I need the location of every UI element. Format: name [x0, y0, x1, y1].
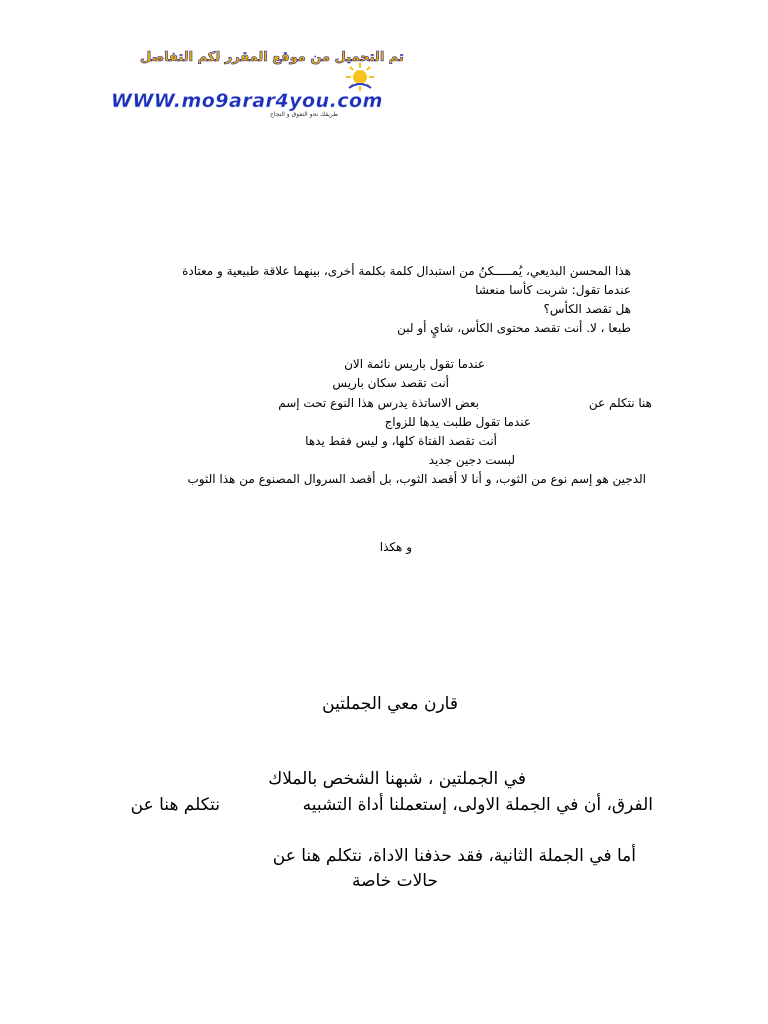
sun-icon — [345, 62, 375, 92]
section3-text: و هكذا — [379, 540, 412, 554]
section2-line-2: أنت تقصد سكان باريس — [332, 376, 449, 390]
section1-line-1: هذا المحسن البديعي، يُمـــــكنُ من استبدال كلمة بكلمة أخرى، بينهما علاقة طبيعية و معتادة — [182, 264, 631, 278]
site-logo[interactable] — [105, 44, 505, 124]
compare-line-4: حالات خاصة — [351, 871, 438, 891]
compare-line-2: الفرق، أن في الجملة الاولى، إستعملنا أداة التشبيه — [302, 795, 653, 815]
section2-line-3: بعض الاساتذة يدرس هذا النوع تحت إسم — [278, 396, 479, 410]
download-banner-text: تم التحميل من موقع المقرر لكم التفاصل — [140, 50, 404, 65]
section2-line-6: لبست دجين جديد — [428, 453, 515, 467]
section2-line-3-end: هنا نتكلم عن — [588, 396, 652, 410]
site-url[interactable]: WWW.mo9arar4you.com — [111, 90, 383, 112]
section2-line-1: عندما تقول باريس نائمة الان — [344, 357, 485, 371]
section2-line-5: أنت تقصد الفتاة كلها، و ليس فقط يدها — [305, 434, 497, 448]
section2-line-7: الدجين هو إسم نوع من الثوب، و أنا لا أقصد الثوب، بل أقصد السروال المصنوع من هذا الثوب — [187, 472, 646, 486]
compare-line-1: في الجملتين ، شبهنا الشخص بالملاك — [268, 769, 526, 789]
compare-line-2-end: نتكلم هنا عن — [130, 795, 220, 815]
section1-line-4: طبعا ، لا. أنت تقصد محتوى الكأس، شايٍ أو لبن — [397, 321, 631, 335]
section2-line-4: عندما تقول طلبت يدها للزواج — [384, 415, 531, 429]
compare-heading: قارن معي الجملتين — [322, 694, 458, 714]
site-tagline: طريقك نحو التفوق و النجاح — [270, 111, 338, 118]
compare-line-3: أما في الجملة الثانية، فقد حذفنا الاداة، نتكلم هنا عن — [272, 846, 636, 866]
section1-line-3: هل تقصد الكأس؟ — [543, 302, 631, 316]
section1-line-2: عندما تقول: شربت كأسا منعشا — [475, 283, 631, 297]
